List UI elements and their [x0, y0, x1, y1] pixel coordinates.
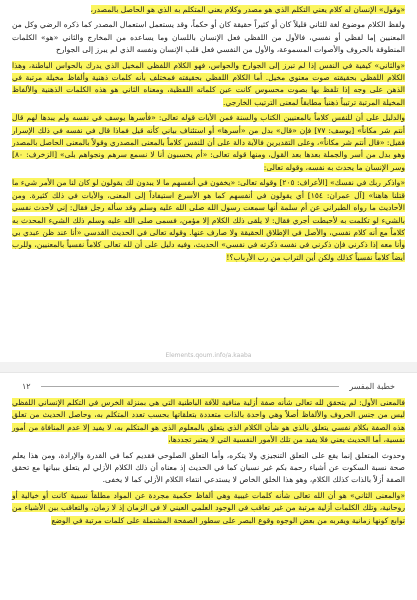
book-title: خطبة المفسر	[349, 381, 395, 391]
highlighted-text: فالمعنى الأول: لم يتحقق لله تعالى شأنه صفة أزلية منافية للآفة الباطنية التي هي بمنزلة الخرس في التكلم الإنساني اللفظي ليس من جنس الحروف والألفاظ أصلاً وهي واحدة بالذات متعددة بتعلقاتها بحسب تعدد المتكلم به، وحاصل الحديث من تعلق هذه الصفة بكلام نفسي يتعلق بالذي هو شأن الكلام الذي يتعلق بالمعلوم الذي هو المتكلم به، لا يفيد إلا عدم المنافاة من أمور نفسية، أما الحديث يعني فلا يفيد من تلك الأمور النفسية التي لا يعتبر تجددها،	[12, 398, 405, 445]
bottom-paragraph-2	[12, 450, 405, 487]
highlighted-text: «والثاني» كيفية في النفس إذا لم تبرز إلى الجوارح والحواس، فهو الكلام اللفظي المخيل الذي يدرك بالحواس الباطنة، وهذا الكلام اللفظي بحقيقته صوت معنوي مخيل. أما الكلام اللفظي بحقيقته فمختلف بأنه كلمات ذهنية وألفاظ مخيلة مرتبة في الذهن على وجه إذا تلفظ بها بصوت محسوس كانت عين كلماته اللفظية، ومعناه الثاني هو هذه الكلمات الذهنية والألفاظ المخيلة المرتبة ترتيباً ذهنياً مطابقاً لمعنى الترتيب الخارجي.	[12, 60, 405, 107]
top-paragraph-3	[12, 60, 405, 110]
header-rule	[41, 386, 340, 387]
page-gap	[0, 362, 417, 372]
page-number: ١٢	[22, 381, 31, 391]
top-paragraph-1	[12, 4, 405, 16]
body-text: ولفظ الكلام موضوع لغة للثاني قليلاً كان أو كثيراً حقيقة كان أو حكماً، وقد يستعمل استعمال المصدر كما ذكره الرضي وكل من المعنيين إما لفظي أو نفسي، فالأول من اللفظي فعل الإنسان باللسان وما يساعده من المخارج والثاني «هو» الكلمات المنطوقة بالحروف والأصوات المسموعة، والأول من النفسي فعل قلب الإنسان ونفسه الذي لم يبرز إلى الجوارح	[12, 20, 405, 55]
top-paragraph-5	[12, 177, 405, 264]
top-paragraph-2	[12, 19, 405, 56]
running-header	[22, 380, 395, 392]
body-text: وحدوث المتعلق إنما يقع على التعلق التنجيزي ولا يتكره، وأما التعلق الصلوحي فقديم كما في القدرة والإرادة، ومن هذا يعلم صحة نسبة السكوت عن أشياء رحمة بكم غير نسيان كما في الحديث إذ معناه أن ذلك الكلام الأزلي لم يتعلق ببيانها مع تحقق الصفة أزلاً بالذات كذلك الكلام، وهو هذا الخلق الخاص لا يستدعي انتفاء الكلام الأزلي كما لا يخفى.	[12, 450, 405, 485]
watermark: Elements.qoum.info/a.kaaba	[165, 352, 252, 359]
bottom-paragraph-1	[12, 397, 405, 447]
highlighted-text: «وقول» الإنسان له كلام يعني التكلم الذي هو مصدر وكلام يعني المتكلم به الذي هو الحاصل بالمصدر،	[90, 5, 405, 14]
highlighted-text: «واذكر ربك في نفسك» [الأعراف: ٢٠٥] وقوله تعالى: «يخفون في أنفسهم ما لا يبدون لك يقولون لو كان لنا من الأمر شيء ما قتلنا هاهنا» [آل عمران: ١٥٤] أي يقولون في أنفسهم كما هو الأسرع استيفاداً إلى المعنى، والأيات في ذلك كثيرة. ومن الأحاديث ما رواه الطبراني عن أم سلمة أنها سمعت رسول الله صلى الله عليه وسلم وقد سأله رجل فقال: إني لأحدث نفسي بالشيء لو تكلمت به لأحبطت أجري فقال: لا يلقى ذلك الكلام إلا مؤمن، فسمى صلى الله عليه وسلم ذلك الشيء المحدث به كلاماً مع أنه كلام نفسي، والأصل في الإطلاق الحقيقة ولا صارف عنها. وقوله تعالى في الحديث القدسي «أنا عند ظن عبدي بي وأنا معه إذا ذكرني فإن ذكرني في نفسه ذكرته في نفسي» الحديث، وفيه دليل على أن لله تعالى كلاماً نفسياً بالمعنيين، وللرب أيضاً كلاماً نفسياً كذلك ولكن أين التراب من رب الأرباب؟!	[12, 178, 405, 262]
bottom-paragraph-3	[12, 490, 405, 527]
highlighted-text: «والمعنى الثاني» هو أن الله تعالى شأنه كلمات غيبية وهي ألفاظ حكمية مجردة عن المواد مطلقاً نسبية كانت أو خيالية أو روحانية، وتلك الكلمات أزلية مرتبة من غير تعاقب في الوجود العلمي العيني لا في الزمان إذ لا زمان، والتعاقب بين الأشياء من توابع كونها زمانية ويقربه من بعض الوجوه وقوع البصر على سطور الصفحة المشتملة على كلمات مرتبة في الوضع	[12, 490, 405, 525]
highlighted-text: والدليل على أن للنفس كلاماً بالمعنيين الكتاب والسنة فمن الأيات قوله تعالى: «فأسرها يوسف في نفسه ولم يبدها لهم قال أنتم شر مكاناً» [يوسف: ٧٧] فإن «قال» بدل من «أسرها» أو استئناف بياني كأنه قيل فماذا قال في نفسه في ذلك الإسرار فقيل: «قال أنتم شر مكاناً»، وعلى التقديرين فالآية دالة على أن للنفس كلاماً بالمعنى المصدري وقولاً بالمعنى الحاصل بالمصدر وهو بدل من أسر والجملة بعدها بعد القول، ومنها قوله تعالى: «أم يحسبون أنا لا نسمع سرهم ونجواهم بلى» [الزخرف: ٨٠] وسر الإنسان ما يحدث به نفسه، وقوله تعالى:	[12, 113, 405, 172]
bottom-page	[0, 372, 417, 600]
top-paragraph-4	[12, 112, 405, 174]
